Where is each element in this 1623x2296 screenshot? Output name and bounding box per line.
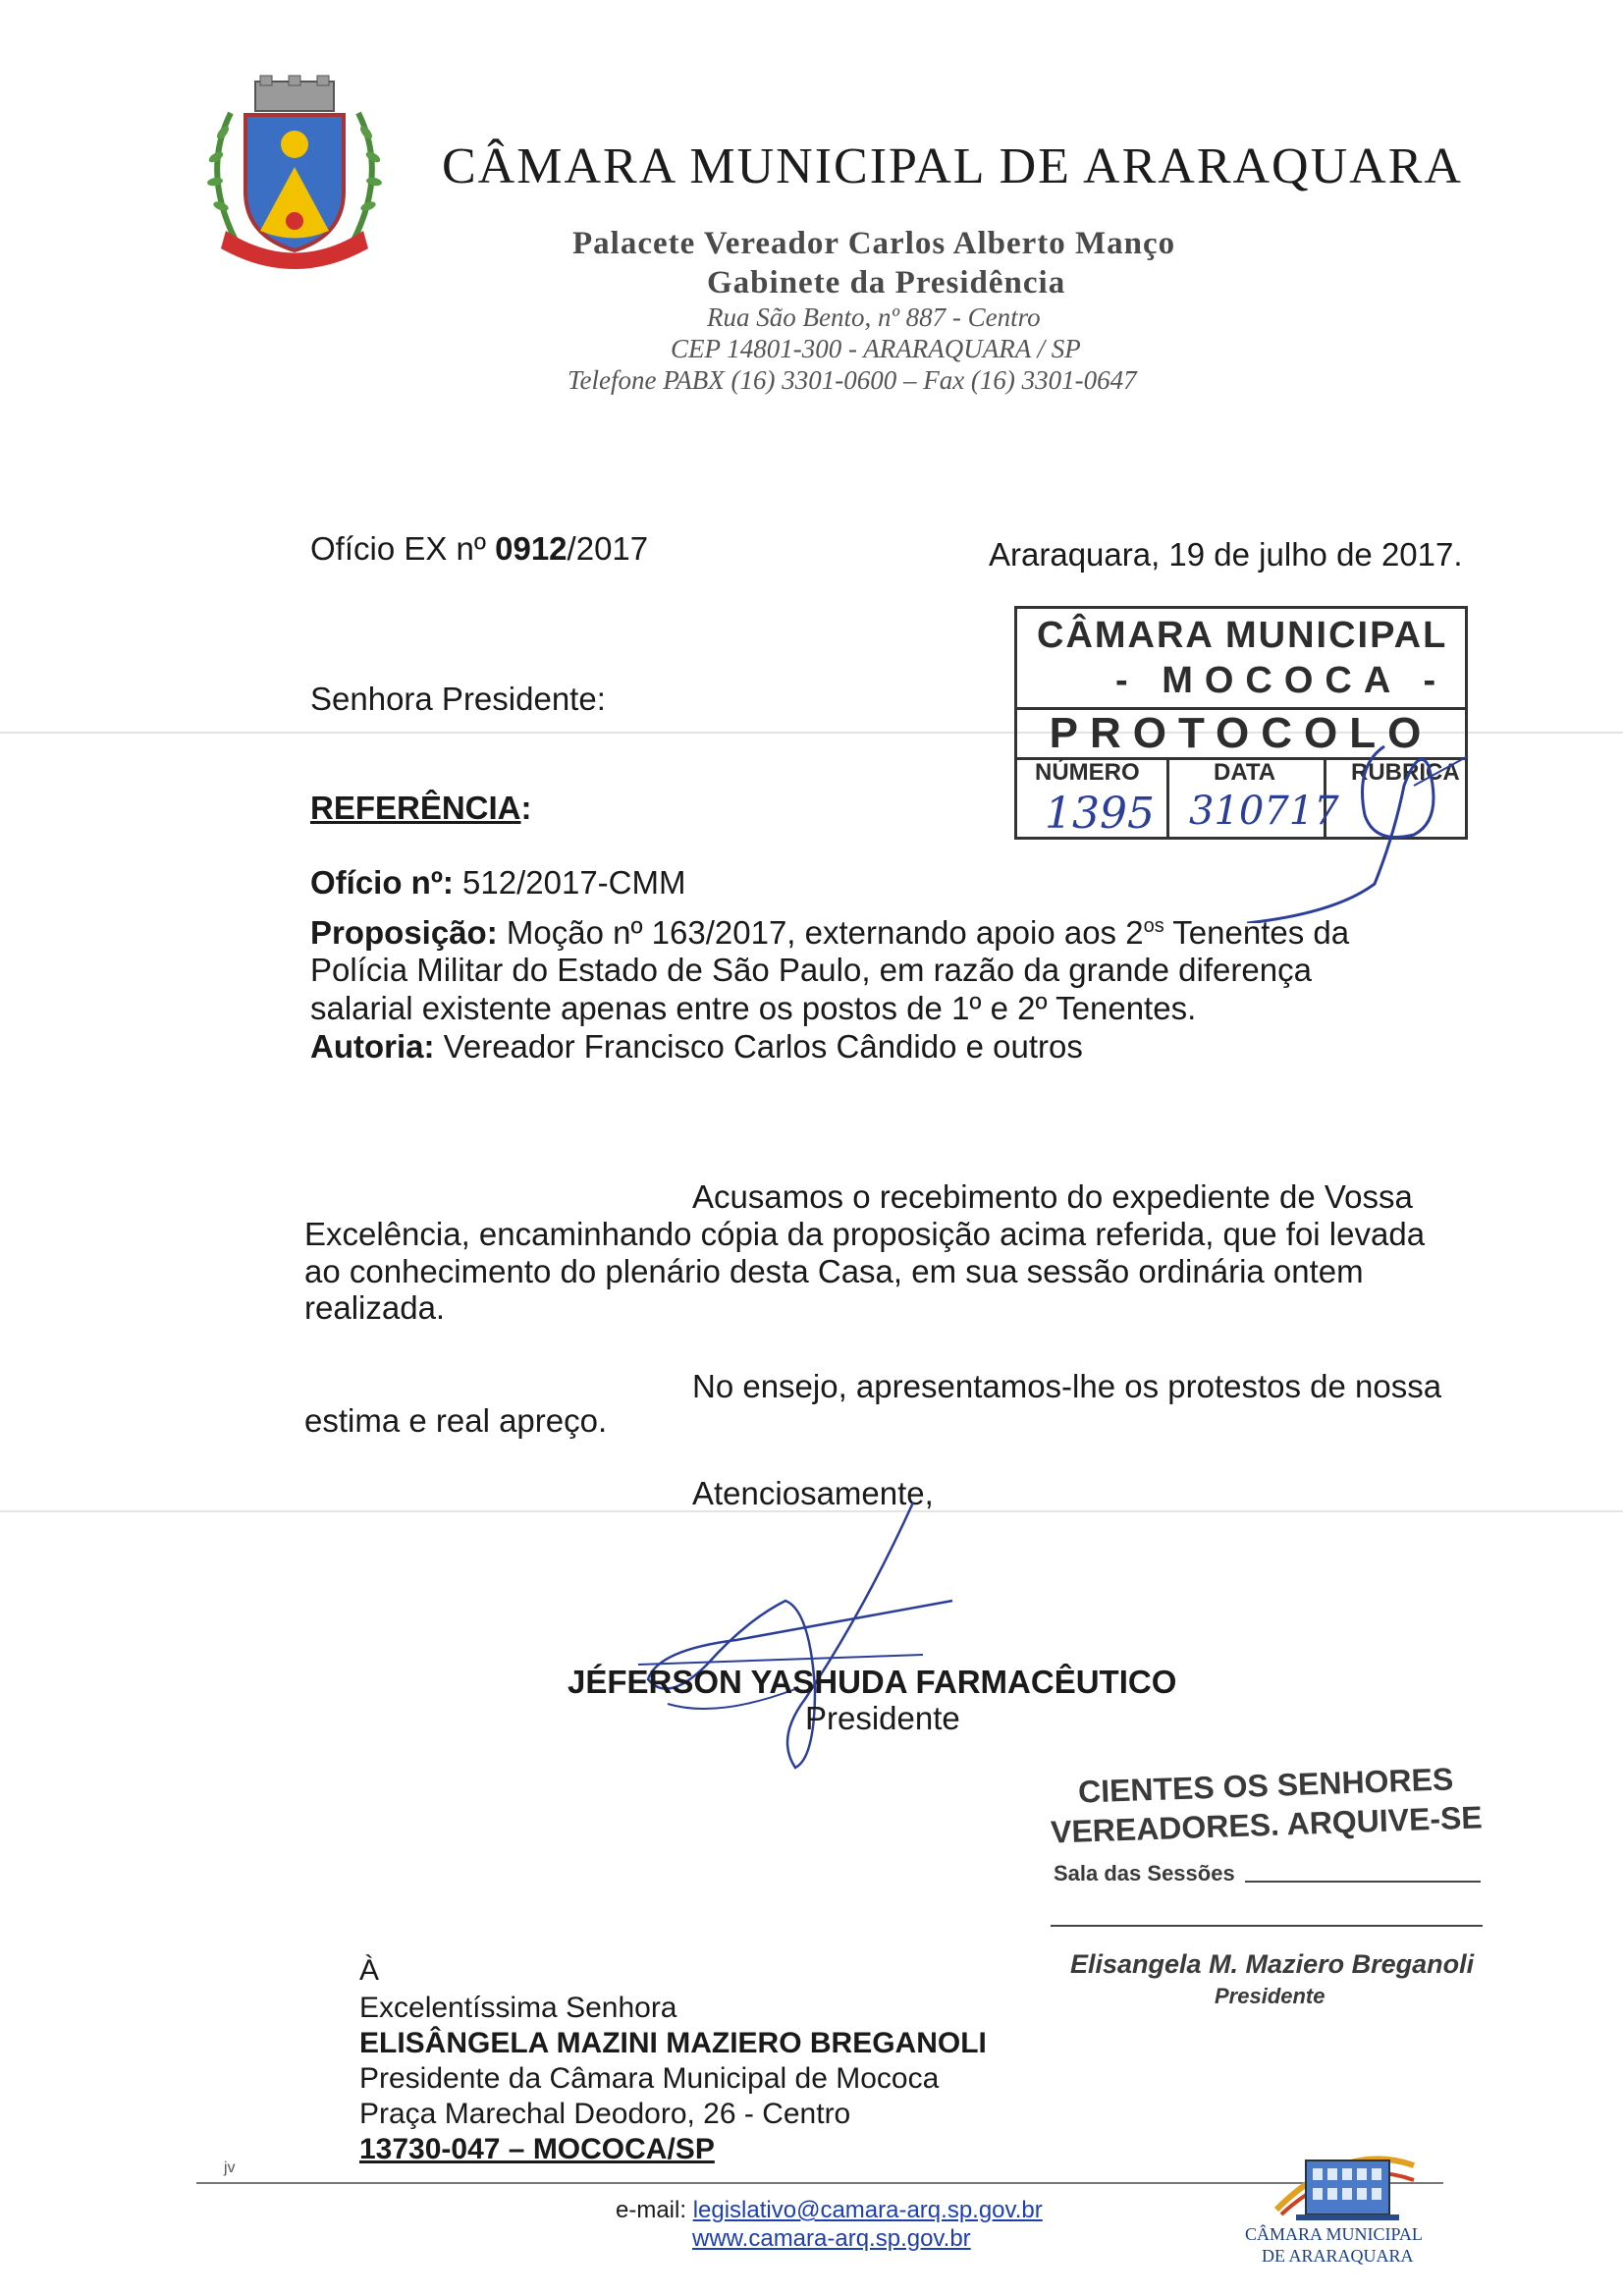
proposicao-label: Proposição: [310, 914, 498, 951]
paragraph-2-line-1: No ensejo, apresentamos-lhe os protestos de nossa [692, 1368, 1442, 1404]
recipient-role: Presidente da Câmara Municipal de Mococa [359, 2062, 940, 2095]
stamp-numero-value: 1395 [1045, 789, 1155, 839]
archive-stamp-line-2: VEREADORES. ARQUIVE-SE [1050, 1799, 1484, 1850]
recipient-name: ELISÂNGELA MAZINI MAZIERO BREGANOLI [359, 2027, 987, 2059]
archive-stamp-name: Elisangela M. Maziero Breganoli [1070, 1949, 1475, 1979]
header-cep: CEP 14801-300 - ARARAQUARA / SP [671, 334, 1081, 363]
oficio-prefix: Ofício EX nº [310, 530, 496, 567]
archive-stamp-line-1: CIENTES OS SENHORES [1077, 1761, 1454, 1810]
proposicao-line-3: salarial existente apenas entre os postos de 1º e 2º Tenentes. [310, 990, 1197, 1026]
ref-oficio-value: 512/2017-CMM [453, 864, 686, 901]
signer-title: Presidente [805, 1700, 960, 1736]
header-address: Rua São Bento, nº 887 - Centro [707, 302, 1041, 332]
header-phone: Telefone PABX (16) 3301-0600 – Fax (16) 3301-0647 [568, 365, 1137, 395]
oficio-number-value: 0912 [495, 530, 568, 567]
coat-of-arms-icon [191, 74, 398, 270]
archive-stamp-title: Presidente [1215, 1984, 1325, 2008]
reference-colon: : [520, 790, 532, 826]
proposicao-line-2: Polícia Militar do Estado de São Paulo, em razão da grande diferença [310, 952, 1312, 988]
proposicao-line-1 [310, 908, 1349, 951]
oficio-number [310, 530, 648, 567]
paragraph-2-line-2: estima e real apreço. [304, 1402, 608, 1439]
reference-heading-label: REFERÊNCIA [310, 790, 521, 826]
proposicao-text: Moção nº 163/2017, externando apoio aos 2 [497, 914, 1144, 951]
footer-email-label: e-mail: [616, 2197, 693, 2223]
proposicao-text-end: Tenentes da [1163, 914, 1350, 951]
archive-stamp-signature-line [1051, 1925, 1483, 1927]
reference-oficio [310, 864, 685, 901]
reference-heading [310, 790, 532, 826]
archive-stamp-date-line [1245, 1881, 1481, 1883]
autoria-label: Autoria: [310, 1028, 435, 1065]
stamp-line-1: CÂMARA MUNICIPAL [1037, 615, 1448, 656]
oficio-year: /2017 [567, 530, 649, 567]
stamp-line-3: PROTOCOLO [1017, 707, 1465, 760]
footer-logo-line-1: CÂMARA MUNICIPAL [1245, 2224, 1423, 2244]
org-name: CÂMARA MUNICIPAL DE ARARAQUARA [442, 138, 1463, 194]
paragraph-1-line-2: Excelência, encaminhando cópia da proposição acima referida, que foi levada [304, 1216, 1426, 1252]
footer-logo-line-2: DE ARARAQUARA [1262, 2246, 1414, 2266]
paragraph-1-line-3: ao conhecimento do plenário desta Casa, em sua sessão ordinária ontem [304, 1253, 1364, 1289]
header-building: Palacete Vereador Carlos Alberto Manço [572, 226, 1176, 261]
stamp-col-data: DATA [1214, 759, 1276, 786]
typist-initials: jv [224, 2159, 236, 2176]
recipient-to: À [359, 1954, 380, 1987]
signer-name: JÉFERSON YASHUDA FARMACÊUTICO [568, 1664, 1177, 1700]
recipient-cep-city: 13730-047 – MOCOCA/SP [359, 2133, 715, 2165]
stamp-col-numero: NÚMERO [1035, 759, 1140, 786]
header-office: Gabinete da Presidência [707, 265, 1066, 301]
ref-oficio-label: Ofício nº: [310, 864, 454, 901]
proposicao-superscript: os [1143, 915, 1164, 937]
footer-email-line [616, 2197, 1043, 2224]
paragraph-1-line-4: realizada. [304, 1289, 446, 1326]
stamp-line-2: - MOCOCA - [1115, 660, 1448, 701]
stamp-divider [1166, 759, 1169, 838]
stamp-data-value: 310717 [1189, 789, 1339, 834]
salutation: Senhora Presidente: [310, 681, 606, 717]
autoria-line [310, 1028, 1083, 1065]
recipient-honorific: Excelentíssima Senhora [359, 1992, 677, 2024]
president-signature-icon [550, 1493, 962, 1787]
paragraph-1-line-1: Acusamos o recebimento do expediente de Vossa [692, 1178, 1413, 1215]
closing: Atenciosamente, [692, 1475, 934, 1511]
footer-rule [196, 2182, 1443, 2184]
rubrica-signature-icon [1217, 727, 1473, 923]
letter-date: Araraquara, 19 de julho de 2017. [989, 536, 1463, 573]
recipient-address: Praça Marechal Deodoro, 26 - Centro [359, 2098, 851, 2130]
archive-stamp-line-3: Sala das Sessões [1054, 1861, 1235, 1886]
footer-website-link[interactable]: www.camara-arq.sp.gov.br [692, 2225, 971, 2252]
stamp-col-rubrica: RUBRICA [1351, 759, 1460, 786]
camara-building-logo-icon [1267, 2121, 1424, 2224]
autoria-value: Vereador Francisco Carlos Cândido e outros [434, 1028, 1083, 1065]
footer-email-link[interactable]: legislativo@camara-arq.sp.gov.br [692, 2197, 1043, 2223]
